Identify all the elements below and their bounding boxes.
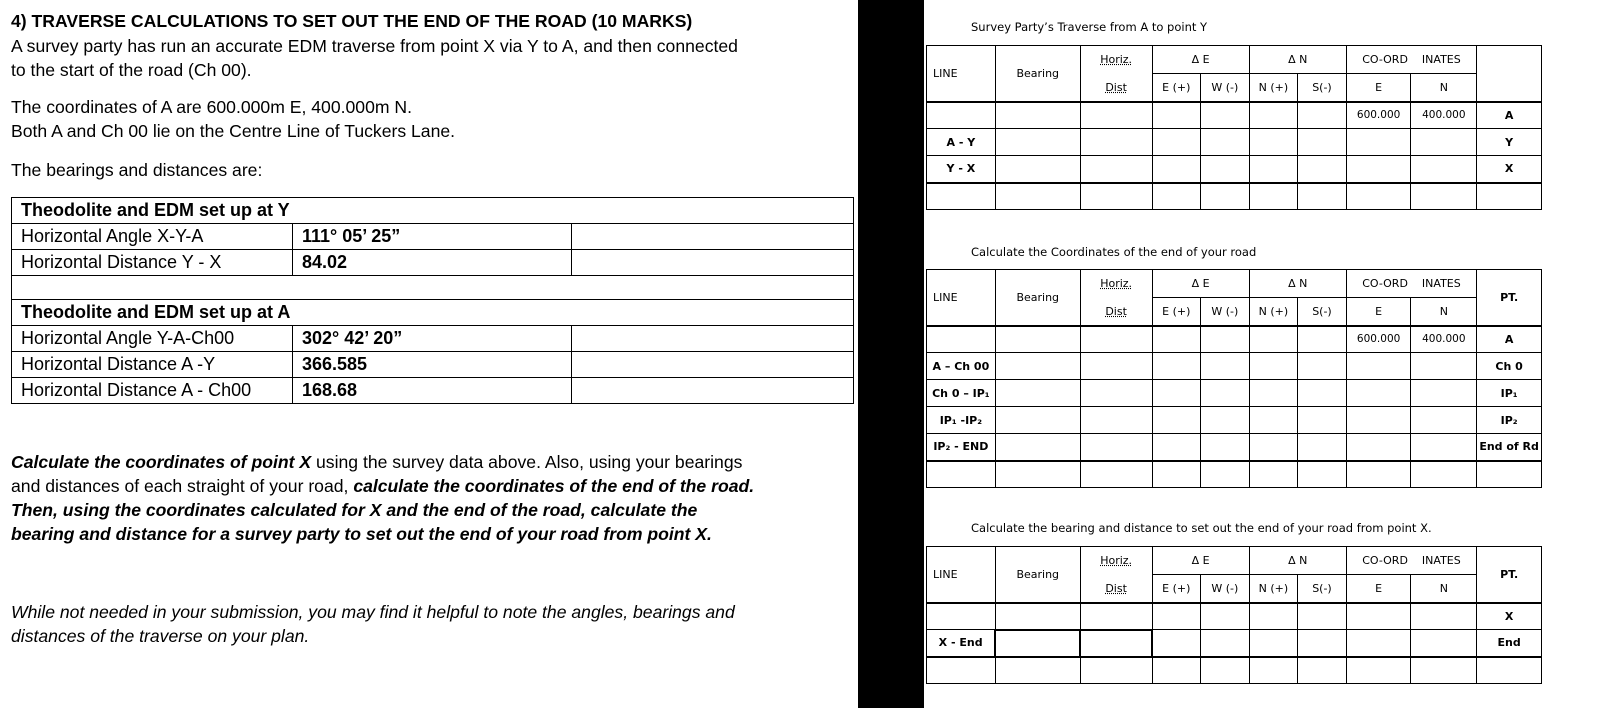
line-label: IP₁ -IP₂: [927, 407, 996, 434]
setup-label: Horizontal Angle X-Y-A: [12, 224, 293, 250]
header-w-minus: W (-): [1201, 298, 1250, 326]
header-delta-e: Δ E: [1152, 270, 1249, 298]
setup-y-table: [11, 197, 854, 404]
traverse-table: [926, 45, 1542, 210]
task-text: using the survey data above. Also, using your bearings: [311, 452, 743, 472]
header-w-minus: W (-): [1201, 575, 1250, 603]
header-coordinates: CO-ORD INATES: [1346, 547, 1476, 575]
header-n-plus: N (+): [1249, 298, 1298, 326]
point-label: IP₁: [1477, 380, 1542, 407]
line-label: Ch 0 – IP₁: [927, 380, 996, 407]
setup-y-heading: Theodolite and EDM set up at Y: [12, 198, 854, 224]
header-e-plus: E (+): [1152, 298, 1201, 326]
start-e: 600.000: [1346, 102, 1411, 129]
blank-cell: [572, 326, 854, 352]
header-horiz: Horiz.: [1080, 270, 1152, 298]
setup-value: 366.585: [293, 352, 572, 378]
setup-value: 168.68: [293, 378, 572, 404]
setup-value: 302° 42’ 20”: [293, 326, 572, 352]
header-dist: Dist: [1080, 74, 1152, 102]
start-n: 400.000: [1411, 102, 1477, 129]
table-row: [927, 434, 1542, 461]
header-s-minus: S(-): [1298, 74, 1347, 102]
header-bearing: Bearing: [995, 46, 1080, 102]
header-e: E: [1346, 74, 1411, 102]
header-bearing: Bearing: [995, 547, 1080, 603]
header-delta-e: Δ E: [1152, 46, 1249, 74]
header-horiz: Horiz.: [1080, 46, 1152, 74]
header-delta-e: Δ E: [1152, 547, 1249, 575]
start-e: 600.000: [1346, 326, 1411, 353]
setup-label: Horizontal Distance A - Ch00: [12, 378, 293, 404]
blank-cell: [572, 378, 854, 404]
task-line-4: bearing and distance for a survey party to set out the end of your road from point X.: [11, 524, 712, 544]
line-label: Y - X: [927, 156, 996, 183]
header-e: E: [1346, 575, 1411, 603]
start-point: A: [1477, 326, 1542, 353]
line-label: IP₂ - END: [927, 434, 996, 461]
page-divider: [858, 0, 924, 708]
table2-caption: Calculate the Coordinates of the end of your road: [971, 245, 1257, 259]
setup-a-heading: Theodolite and EDM set up at A: [12, 300, 854, 326]
task-line-2: [11, 474, 754, 498]
table3-caption: Calculate the bearing and distance to set out the end of your road from point X.: [971, 521, 1432, 535]
header-delta-n: Δ N: [1249, 547, 1346, 575]
setout-table: [926, 546, 1542, 684]
table-row: [12, 250, 854, 276]
note-line-2: distances of the traverse on your plan.: [11, 626, 310, 646]
table-row: [927, 156, 1542, 183]
header-dist: Dist: [1080, 298, 1152, 326]
setup-value: 84.02: [293, 250, 572, 276]
header-n-plus: N (+): [1249, 74, 1298, 102]
intro-line-1: A survey party has run an accurate EDM traverse from point X via Y to A, and then connected: [11, 36, 738, 56]
setup-value: 111° 05’ 25”: [293, 224, 572, 250]
task-emphasis: calculate the coordinates of the end of the road.: [353, 476, 755, 496]
point-label: X: [1477, 156, 1542, 183]
header-pt: PT.: [1477, 270, 1542, 326]
table-row: [12, 352, 854, 378]
header-n-plus: N (+): [1249, 575, 1298, 603]
worksheet-panel: [924, 0, 1600, 708]
header-horiz: Horiz.: [1080, 547, 1152, 575]
line-label: A – Ch 00: [927, 353, 996, 380]
question-title: 4) TRAVERSE CALCULATIONS TO SET OUT THE END OF THE ROAD (10 MARKS): [11, 11, 693, 31]
header-n: N: [1411, 74, 1477, 102]
task-line-3: Then, using the coordinates calculated for X and the end of the road, calculate the: [11, 500, 698, 520]
header-pt: PT.: [1477, 547, 1542, 603]
point-label: Ch 0: [1477, 353, 1542, 380]
blank-cell: [572, 250, 854, 276]
point-label: End: [1477, 630, 1542, 657]
setup-label: Horizontal Distance Y - X: [12, 250, 293, 276]
task-text: and distances of each straight of your road,: [11, 476, 354, 496]
bearings-intro: The bearings and distances are:: [11, 160, 263, 180]
setup-label: Horizontal Distance A -Y: [12, 352, 293, 378]
table-row: [927, 380, 1542, 407]
header-e-plus: E (+): [1152, 74, 1201, 102]
header-n: N: [1411, 575, 1477, 603]
point-label: Y: [1477, 129, 1542, 156]
table-row: [12, 224, 854, 250]
table-row: [927, 353, 1542, 380]
header-s-minus: S(-): [1298, 298, 1347, 326]
table-row: [12, 326, 854, 352]
line-label: A - Y: [927, 129, 996, 156]
point-label: IP₂: [1477, 407, 1542, 434]
header-delta-n: Δ N: [1249, 46, 1346, 74]
blank-cell: [572, 352, 854, 378]
table-row: [12, 378, 854, 404]
table1-caption: Survey Party’s Traverse from A to point Y: [971, 20, 1208, 34]
header-dist: Dist: [1080, 575, 1152, 603]
header-e: E: [1346, 298, 1411, 326]
note-line-1: While not needed in your submission, you may find it helpful to note the angles, bearings and: [11, 602, 735, 622]
task-emphasis: Calculate the coordinates of point X: [11, 452, 312, 472]
line-label: X - End: [927, 630, 996, 657]
start-point: A: [1477, 102, 1542, 129]
point-label: End of Rd: [1477, 434, 1542, 461]
centre-line-text: Both A and Ch 00 lie on the Centre Line of Tuckers Lane.: [11, 121, 456, 141]
table-row: [927, 129, 1542, 156]
road-coordinates-table: [926, 269, 1542, 488]
table-row: [927, 630, 1542, 657]
header-w-minus: W (-): [1201, 74, 1250, 102]
task-line-1: [11, 450, 742, 474]
header-line: LINE: [927, 270, 996, 326]
header-bearing: Bearing: [995, 270, 1080, 326]
setup-label: Horizontal Angle Y-A-Ch00: [12, 326, 293, 352]
header-s-minus: S(-): [1298, 575, 1347, 603]
header-e-plus: E (+): [1152, 575, 1201, 603]
header-line: LINE: [927, 46, 996, 102]
header-pt-top: [1477, 46, 1542, 102]
start-n: 400.000: [1411, 326, 1477, 353]
header-line: LINE: [927, 547, 996, 603]
header-delta-n: Δ N: [1249, 270, 1346, 298]
coords-line: The coordinates of A are 600.000m E, 400.000m N.: [11, 97, 412, 117]
table-row: [927, 407, 1542, 434]
header-n: N: [1411, 298, 1477, 326]
header-coordinates: CO-ORD INATES: [1346, 270, 1476, 298]
intro-line-2: to the start of the road (Ch 00).: [11, 60, 252, 80]
start-point: X: [1477, 603, 1542, 630]
header-coordinates: CO-ORD INATES: [1346, 46, 1476, 74]
blank-cell: [572, 224, 854, 250]
spacer-row: [12, 276, 854, 300]
